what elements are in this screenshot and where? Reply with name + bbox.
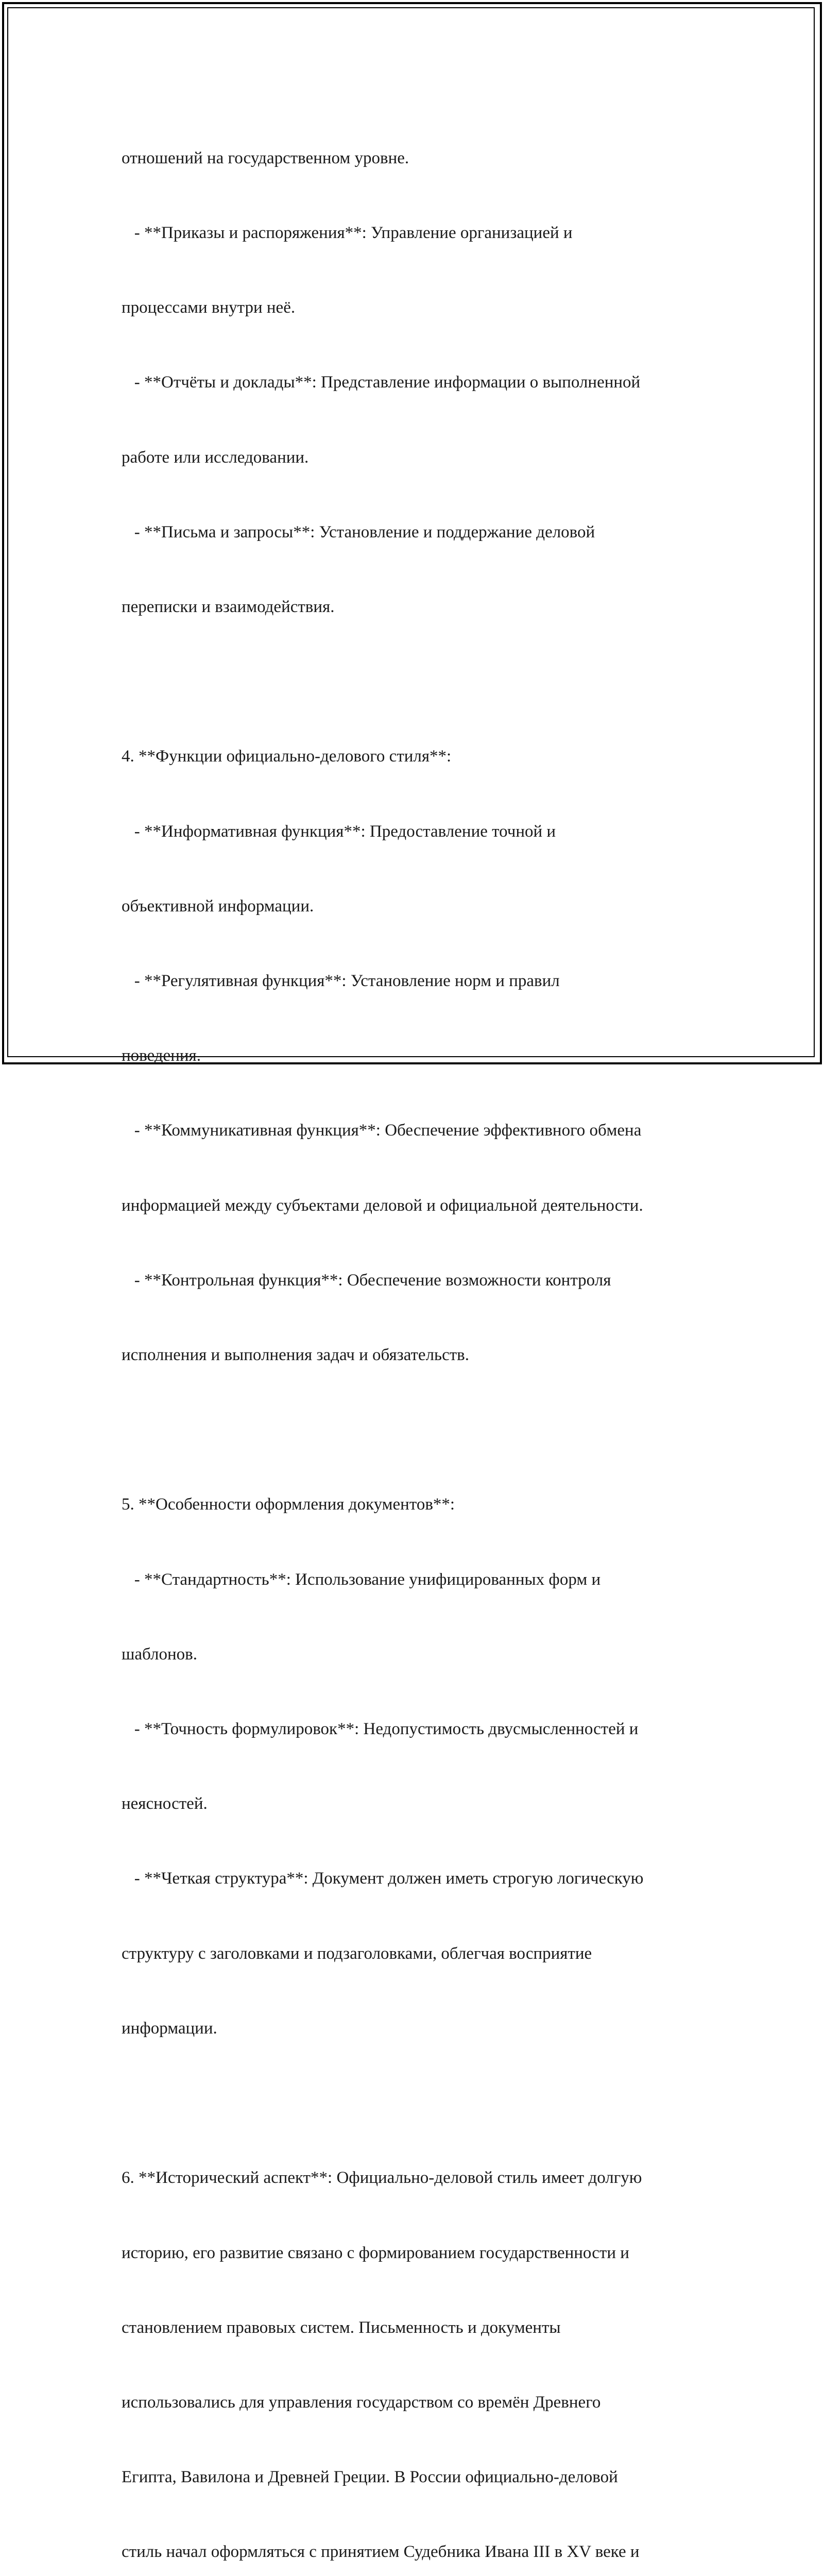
text-line: становлением правовых систем. Письменность и документы xyxy=(122,2318,561,2337)
text-line: стиль начал оформляться с принятием Судебника Ивана III в XV веке и xyxy=(122,2543,640,2562)
text-line: - **Письма и запросы**: Установление и поддержание деловой xyxy=(122,522,595,541)
text-line: - **Стандартность**: Использование унифицированных форм и xyxy=(122,1570,601,1589)
text-line: - **Информативная функция**: Предоставление точной и xyxy=(122,822,556,841)
text-line: шаблонов. xyxy=(122,1645,197,1664)
text-line: процессами внутри неё. xyxy=(122,298,296,317)
text-line: переписки и взаимодействия. xyxy=(122,598,335,617)
section-heading: 5. **Особенности оформления документов**: xyxy=(122,1495,455,1514)
text-line: исполнения и выполнения задач и обязательств. xyxy=(122,1346,469,1365)
text-line: - **Четкая структура**: Документ должен иметь строгую логическую xyxy=(122,1869,644,1888)
text-line: отношений на государственном уровне. xyxy=(122,148,409,167)
section-heading: 4. **Функции официально-делового стиля**: xyxy=(122,747,452,766)
text-line: неясностей. xyxy=(122,1794,208,1814)
section-heading: 6. **Исторический аспект**: Официально-деловой стиль имеет долгую xyxy=(122,2168,642,2188)
blank-line xyxy=(122,669,724,694)
text-line: структуру с заголовками и подзаголовками, облегчая восприятие xyxy=(122,1944,592,1963)
text-line: Египта, Вавилона и Древней Греции. В России официально-деловой xyxy=(122,2468,618,2487)
text-line: поведения. xyxy=(122,1046,201,1065)
blank-line xyxy=(122,2091,724,2115)
text-line: работе или исследовании. xyxy=(122,448,309,467)
text-line: - **Контрольная функция**: Обеспечение возможности контроля xyxy=(122,1270,611,1290)
text-line: информации. xyxy=(122,2019,217,2038)
document-body xyxy=(122,96,724,2576)
text-line: - **Коммуникативная функция**: Обеспечение эффективного обмена xyxy=(122,1121,642,1140)
text-line: - **Точность формулировок**: Недопустимость двусмысленностей и xyxy=(122,1720,639,1739)
text-line: использовались для управления государством со времён Древнего xyxy=(122,2393,601,2412)
text-line: объективной информации. xyxy=(122,896,314,916)
blank-line xyxy=(122,1417,724,1442)
text-line: - **Регулятивная функция**: Установление норм и правил xyxy=(122,972,560,991)
text-line: - **Приказы и распоряжения**: Управление организацией и xyxy=(122,224,573,243)
text-line: информацией между субъектами деловой и официальной деятельности. xyxy=(122,1196,643,1215)
text-line: историю, его развитие связано с формированием государственности и xyxy=(122,2243,629,2262)
text-line: - **Отчёты и доклады**: Представление информации о выполненной xyxy=(122,373,641,392)
